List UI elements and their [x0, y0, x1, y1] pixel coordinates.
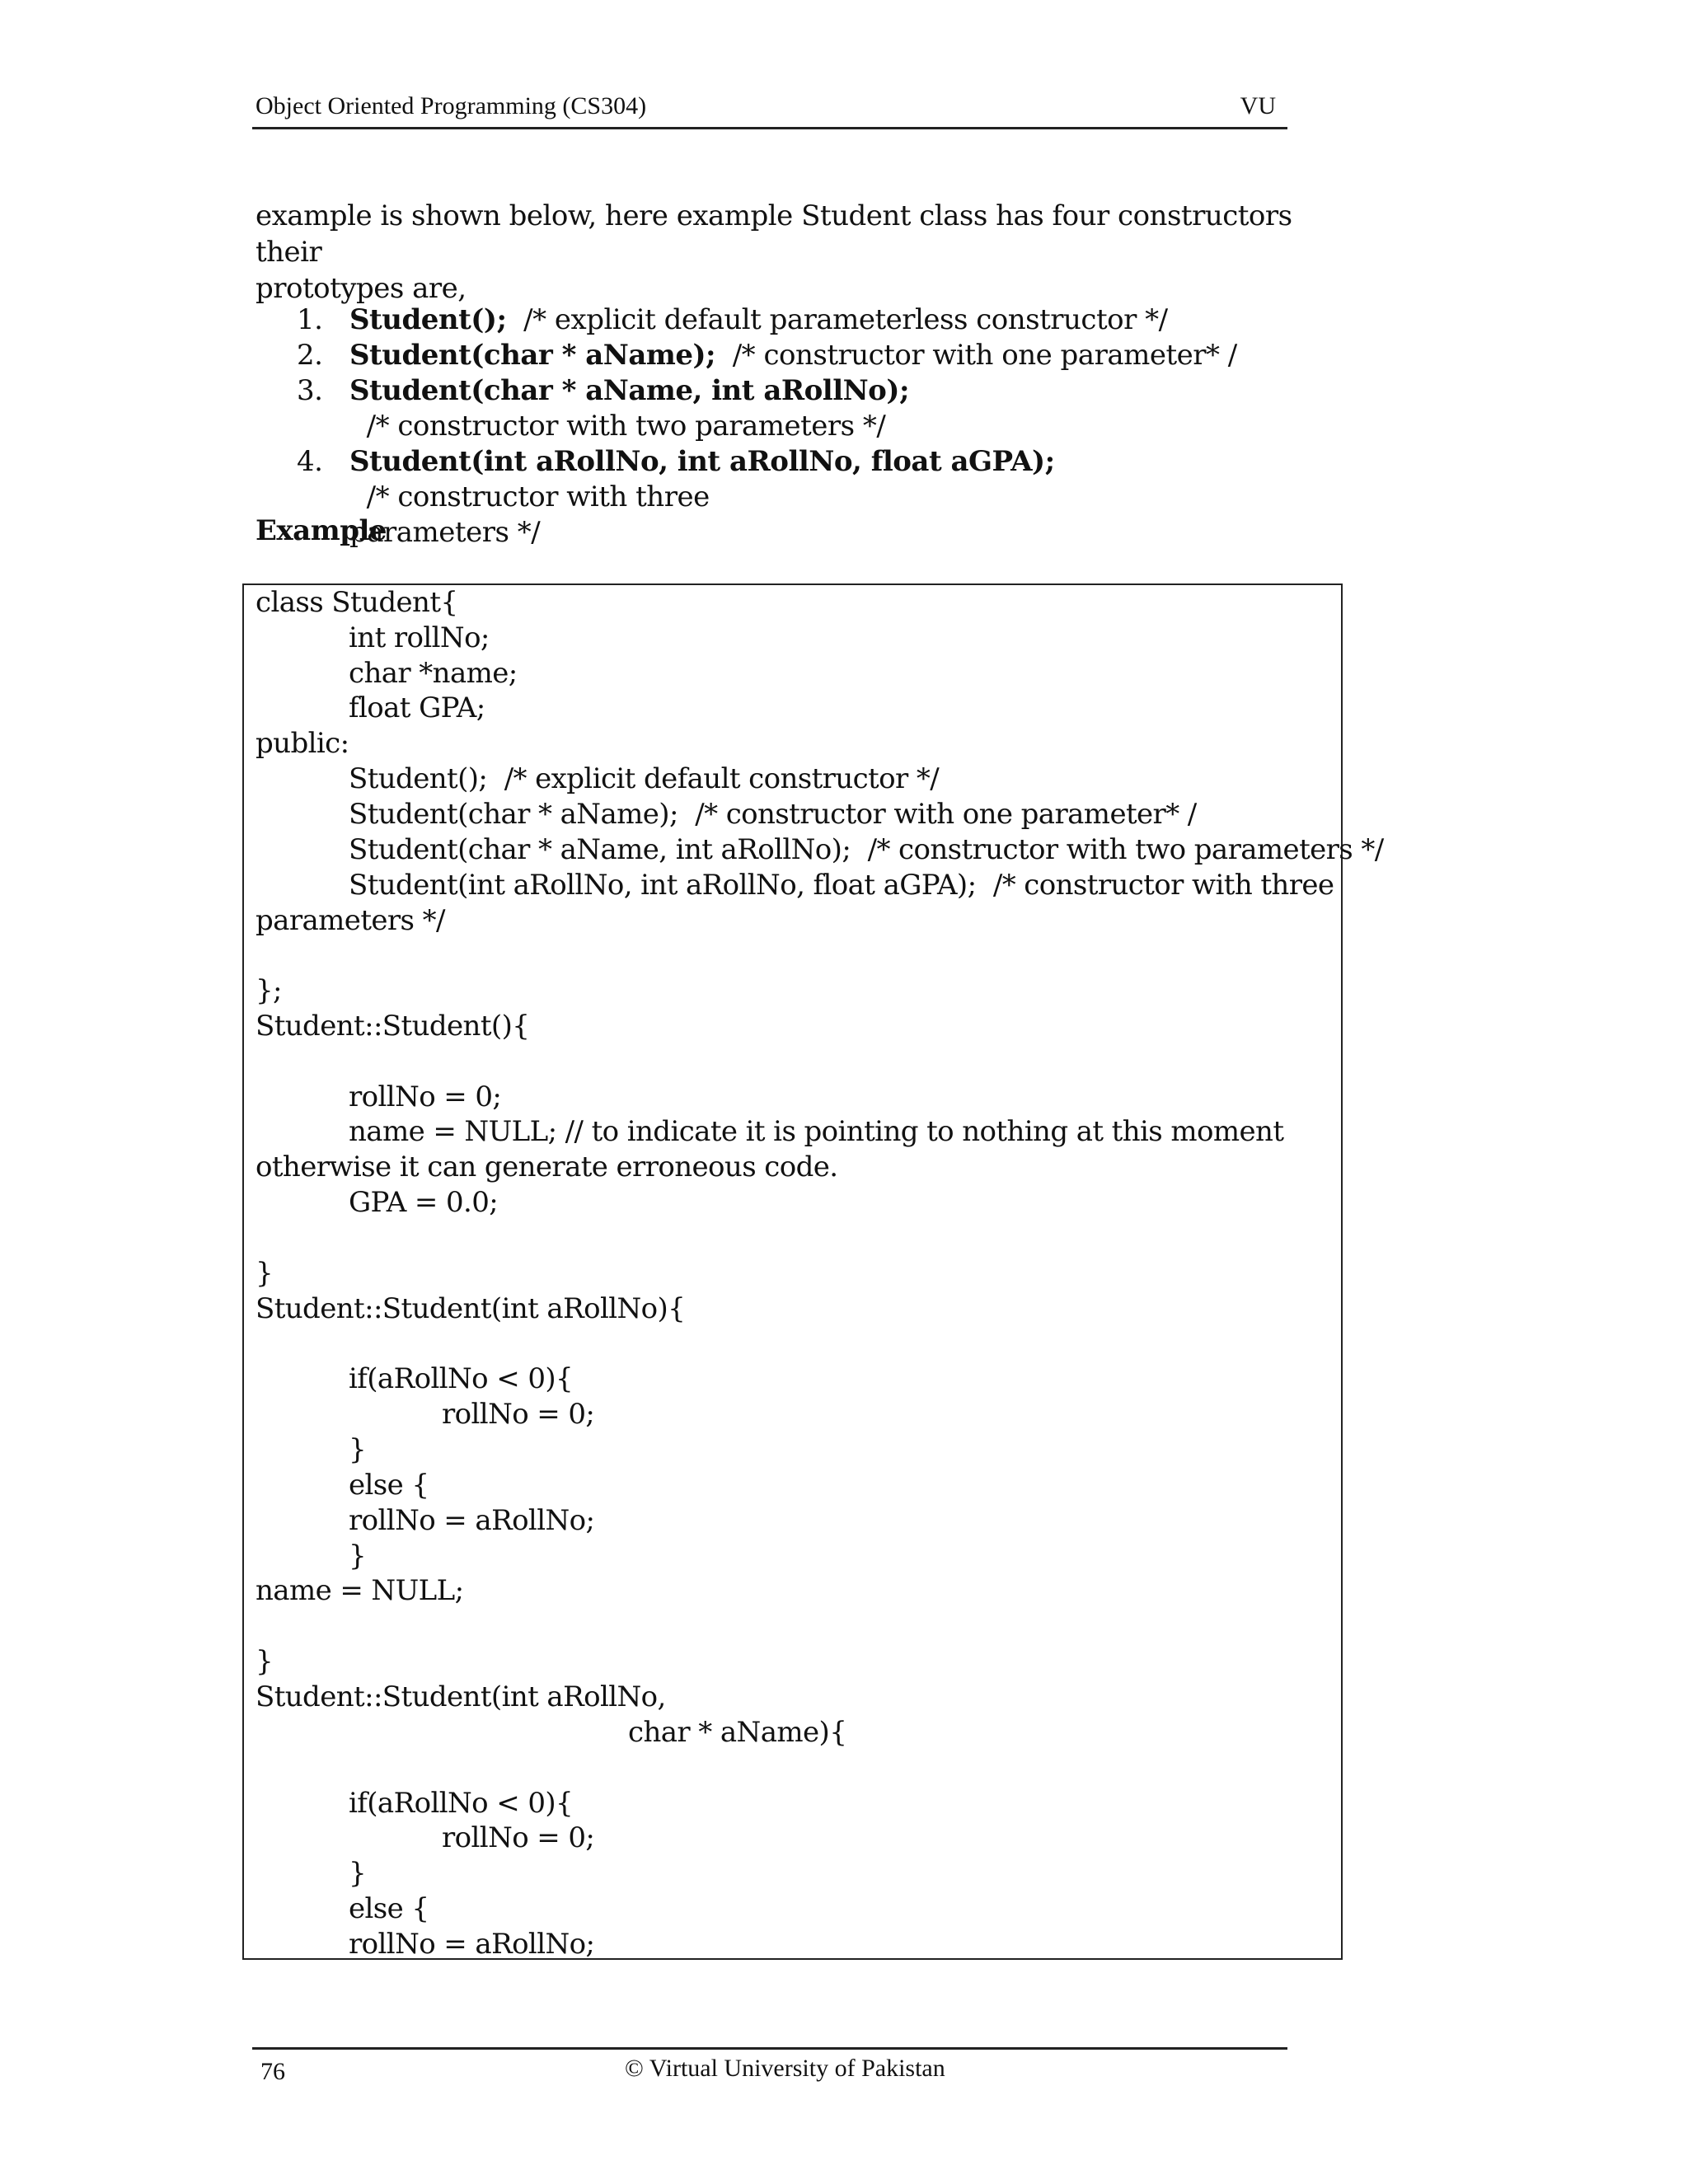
list-item	[297, 338, 1368, 373]
code-line: else {	[349, 1469, 429, 1502]
prototype-comment: /* explicit default parameterless constructor */	[506, 303, 1168, 336]
code-line: Student(char * aName); /* constructor with one parameter* /	[349, 798, 1197, 831]
code-line: if(aRollNo < 0){	[349, 1362, 574, 1395]
code-line: otherwise it can generate erroneous code.	[256, 1151, 838, 1183]
code-line: public:	[256, 727, 349, 760]
list-number: 4.	[297, 445, 323, 478]
code-line: }	[349, 1540, 367, 1572]
code-line: parameters */	[256, 904, 445, 937]
code-line: }	[349, 1433, 367, 1466]
code-line: Student(char * aName, int aRollNo); /* constructor with two parameters */	[349, 833, 1384, 866]
code-line: }	[256, 1257, 274, 1290]
code-line: GPA = 0.0;	[349, 1186, 499, 1219]
prototype-code: Student(int aRollNo, int aRollNo, float aGPA);	[349, 445, 1055, 478]
code-line: Student::Student(int aRollNo,	[256, 1680, 666, 1713]
code-line: Student::Student(int aRollNo){	[256, 1292, 686, 1325]
code-line: rollNo = 0;	[442, 1398, 595, 1431]
code-line: char * aName){	[628, 1716, 847, 1749]
code-line: float GPA;	[349, 691, 485, 724]
copyright-notice: © Virtual University of Pakistan	[625, 2055, 945, 2082]
prototype-comment-continuation: parameters */	[349, 516, 541, 549]
code-line: rollNo = aRollNo;	[349, 1504, 595, 1537]
code-line: if(aRollNo < 0){	[349, 1787, 574, 1820]
code-example-box	[242, 583, 1384, 1961]
code-line: };	[256, 974, 282, 1007]
page-header	[252, 91, 1287, 129]
code-line: rollNo = aRollNo;	[349, 1928, 595, 1961]
code-line: Student(); /* explicit default constructor */	[349, 762, 940, 795]
code-line: name = NULL;	[256, 1574, 464, 1607]
code-line: Student::Student(){	[256, 1010, 530, 1043]
intro-paragraph	[256, 198, 1327, 307]
example-heading: Example	[256, 514, 387, 547]
code-line: char *name;	[349, 657, 518, 690]
intro-line-1: example is shown below, here example Student class has four constructors their	[256, 199, 1292, 269]
code-line: Student(int aRollNo, int aRollNo, float aGPA); /* constructor with three	[349, 869, 1334, 902]
list-item	[297, 302, 1368, 338]
prototype-code: Student();	[349, 303, 507, 336]
prototype-code: Student(char * aName, int aRollNo);	[349, 374, 910, 407]
intro-line-2: prototypes are,	[256, 272, 467, 305]
code-line: }	[256, 1645, 274, 1678]
page-number: 76	[260, 2058, 285, 2085]
list-number: 2.	[297, 339, 323, 372]
code-line: rollNo = 0;	[349, 1080, 502, 1113]
list-item	[297, 373, 1368, 444]
header-course-title: Object Oriented Programming (CS304)	[256, 92, 647, 120]
prototype-comment: /* constructor with two parameters */	[349, 410, 886, 443]
code-line: name = NULL; // to indicate it is pointing to nothing at this moment	[349, 1115, 1284, 1148]
code-line: class Student{	[256, 586, 458, 619]
prototype-list	[297, 302, 1368, 551]
list-number: 1.	[297, 303, 323, 336]
code-line: int rollNo;	[349, 621, 490, 654]
code-line: rollNo = 0;	[442, 1821, 595, 1854]
header-institution: VU	[1240, 92, 1276, 120]
code-line: }	[349, 1857, 367, 1890]
page-footer	[252, 2047, 1287, 2091]
prototype-comment: /* constructor with one parameter* /	[715, 339, 1237, 372]
code-line: else {	[349, 1892, 429, 1925]
list-number: 3.	[297, 374, 323, 407]
prototype-comment: /* constructor with three	[349, 480, 710, 513]
list-item	[297, 444, 1368, 551]
prototype-code: Student(char * aName);	[349, 339, 716, 372]
